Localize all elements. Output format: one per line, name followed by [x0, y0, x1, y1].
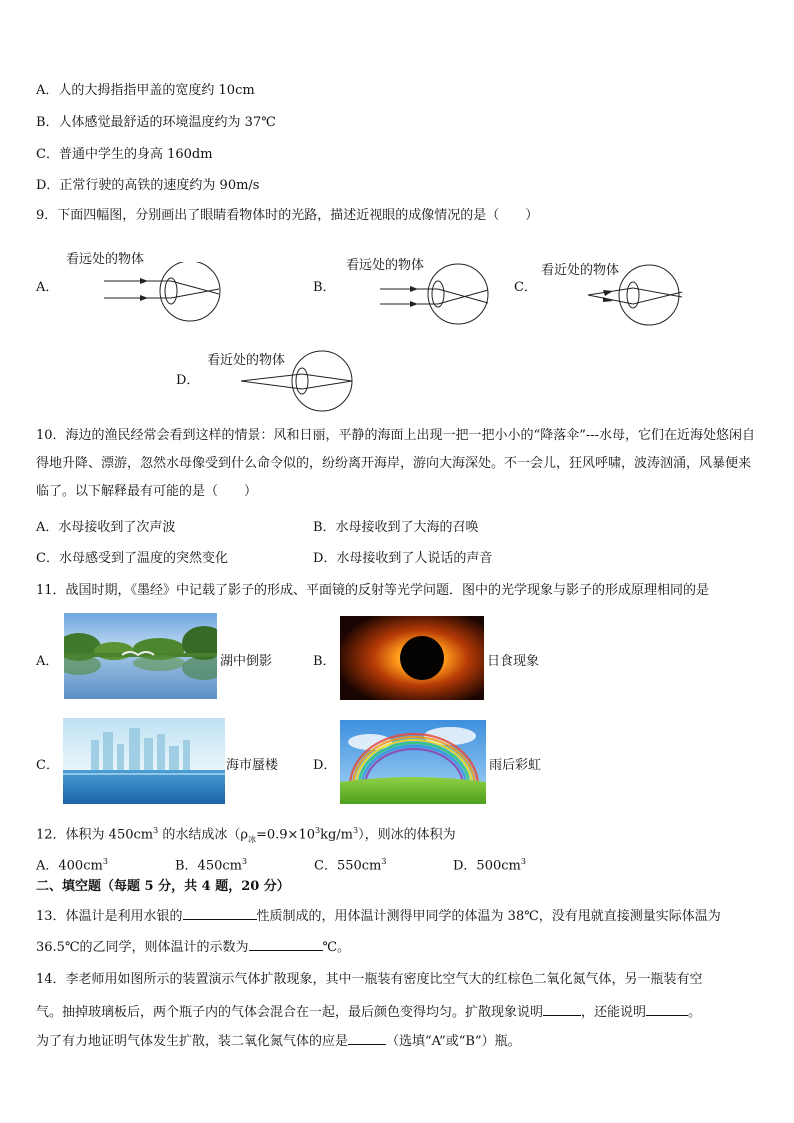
- q13-line2: 36.5℃的乙同学，则体温计的示数为 ℃。: [36, 936, 350, 957]
- q8-option-d: D．正常行驶的高铁的速度约为 90m/s: [36, 178, 260, 193]
- mirage-photo: [63, 718, 225, 804]
- q14-blank-1[interactable]: [543, 1001, 581, 1016]
- q14-line2: 气。抽掉玻璃板后，两个瓶子内的气体会混合在一起，最后颜色变得均匀。扩散现象说明 ，还能说明 。: [36, 1001, 701, 1022]
- q11-b-caption: 日食现象: [487, 654, 540, 669]
- q11-d-caption: 雨后彩虹: [489, 758, 542, 773]
- q10-option-b: B．水母接收到了大海的召唤: [313, 520, 479, 535]
- q11-c-letter: C．: [36, 758, 59, 773]
- q14-blank-2[interactable]: [646, 1001, 688, 1016]
- q12-option-d: D．$500cm^3$: [453, 857, 526, 874]
- q11-a-letter: A．: [36, 654, 59, 669]
- q9-d-caption: 看近处的物体: [207, 353, 286, 368]
- rainbow-photo: [340, 720, 486, 804]
- q10-option-a: A．水母接收到了次声波: [36, 520, 176, 535]
- q9-d-letter: D．: [176, 373, 200, 388]
- q10-option-c: C．水母感受到了温度的突然变化: [36, 551, 228, 566]
- section-heading: 二、填空题（每题 5 分，共 4 题，20 分）: [36, 879, 290, 894]
- q9-b-caption: 看远处的物体: [346, 258, 425, 273]
- q10-option-d: D．水母接收到了人说话的声音: [313, 551, 493, 566]
- q9-b-letter: B．: [313, 280, 336, 295]
- lake-reflection-photo: [64, 613, 217, 699]
- q12-stem: 12．体积为 $450cm^3$ 的水结成冰$(\rho_冰=0.9\times 10^3kg/m^3)$，则冰的体积为: [36, 826, 456, 844]
- q11-b-letter: B．: [313, 654, 336, 669]
- q14-line1: 14．李老师用如图所示的装置演示气体扩散现象，其中一瓶装有密度比空气大的红棕色二氧化氮气体，另一瓶装有空: [36, 972, 703, 987]
- q9-a-letter: A．: [36, 280, 59, 295]
- q10-stem: 10．海边的渔民经常会看到这样的情景：风和日丽，平静的海面上出现一把一把小小的“降落伞”---水母，它们在近海处悠闲自得地升降、漂游，忽然水母像受到什么命令似的，纷纷离开海岸，游向大海深处。不一会儿，狂风呼啸，波涛汹涌，风暴便来临了。以下解释最有可能的是（ ）: [36, 428, 756, 499]
- q12-option-a: A．$400cm^3$: [36, 857, 108, 874]
- q11-c-caption: 海市蜃楼: [226, 758, 279, 773]
- q11-stem: 11．战国时期，《墨经》中记载了影子的形成、平面镜的反射等光学问题．图中的光学现象与影子的形成原理相同的是: [36, 583, 710, 598]
- eye-diagram-d: [238, 349, 358, 413]
- q14-blank-3[interactable]: [348, 1030, 386, 1045]
- q11-d-letter: D．: [313, 758, 337, 773]
- eye-diagram-c: [585, 264, 690, 326]
- q9-stem: 9．下面四幅图，分别画出了眼睛看物体时的光路，描述近视眼的成像情况的是（ ）: [36, 208, 539, 223]
- q14-line3: 为了有力地证明气体发生扩散，装二氧化氮气体的应是 （选填“A”或“B”）瓶。: [36, 1030, 521, 1051]
- q12-option-c: C．$550cm^3$: [314, 857, 387, 874]
- eye-diagram-a: [100, 262, 230, 322]
- q12-option-b: B．$450cm^3$: [175, 857, 248, 874]
- q13-blank-1[interactable]: [183, 905, 257, 920]
- q9-c-letter: C．: [514, 280, 537, 295]
- q13-line1: 13．体温计是利用水银的 性质制成的，用体温计测得甲同学的体温为 38℃，没有甩就直接测量实际体温为: [36, 905, 721, 926]
- q8-option-b: B．人体感觉最舒适的环境温度约为 37℃: [36, 115, 276, 130]
- q8-option-c: C．普通中学生的身高 160dm: [36, 147, 213, 162]
- q8-option-a: A．人的大拇指指甲盖的宽度约 10cm: [36, 83, 255, 98]
- q13-blank-2[interactable]: [249, 936, 323, 951]
- q9-c-caption: 看近处的物体: [541, 263, 620, 278]
- q11-a-caption: 湖中倒影: [220, 654, 273, 669]
- eye-diagram-b: [378, 263, 498, 325]
- solar-eclipse-photo: [340, 616, 484, 700]
- q9-a-caption: 看远处的物体: [66, 252, 145, 267]
